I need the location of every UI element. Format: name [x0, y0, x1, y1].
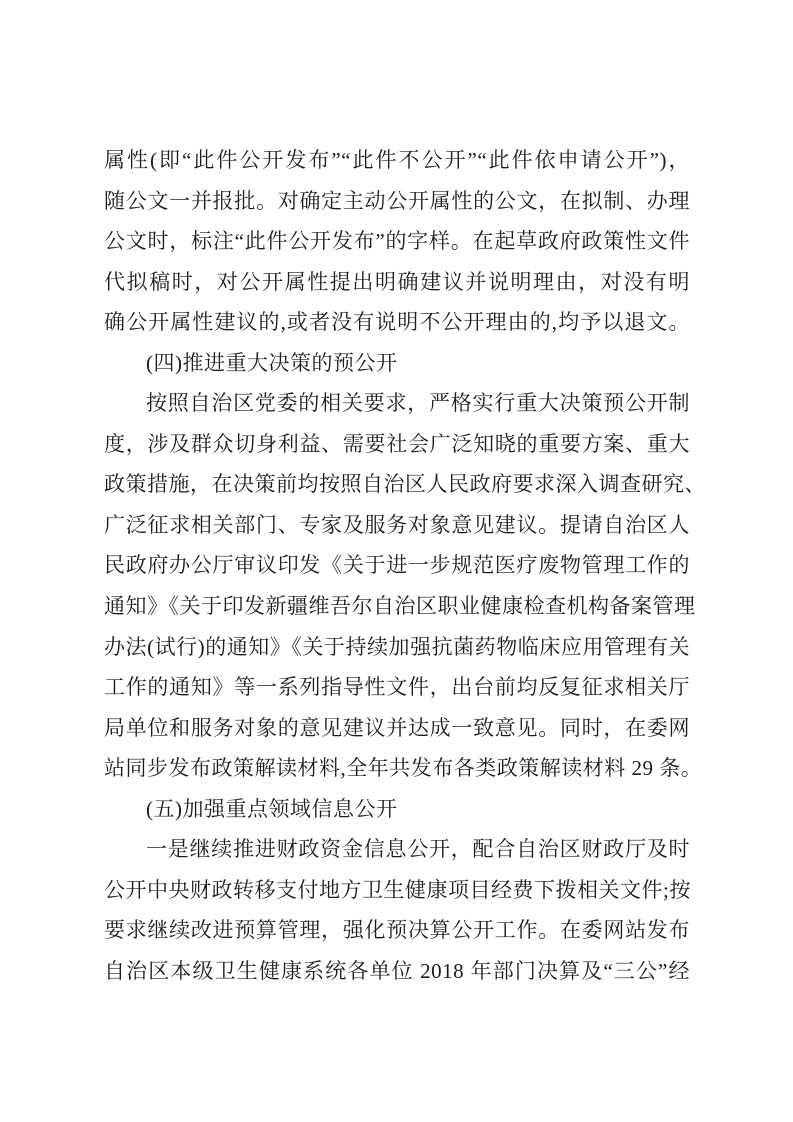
text-line: 自治区本级卫生健康系统各单位 2018 年部门决算及“三公”经: [104, 958, 690, 983]
text-line: 局单位和服务对象的意见建议并达成一致意见。同时，在委网: [104, 715, 690, 740]
text-line: 工作的通知》等一系列指导性文件，出台前均反复征求相关厅: [104, 675, 690, 700]
text-line: 要求继续改进预算管理，强化预决算公开工作。在委网站发布: [104, 918, 690, 943]
text-line: 广泛征求相关部门、专家及服务对象意见建议。提请自治区人: [104, 512, 690, 537]
section-heading: (四)推进重大决策的预公开: [146, 350, 398, 375]
text-line: 站同步发布政策解读材料,全年共发布各类政策解读材料 29 条。: [104, 756, 703, 781]
section-heading: (五)加强重点领域信息公开: [146, 796, 398, 821]
text-line: 政策措施，在决策前均按照自治区人民政府要求深入调查研究、: [104, 472, 706, 497]
text-line: 随公文一并报批。对确定主动公开属性的公文，在拟制、办理: [104, 188, 690, 213]
text-line: 度，涉及群众切身利益、需要社会广泛知晓的重要方案、重大: [104, 431, 690, 456]
text-line: 办法(试行)的通知》《关于持续加强抗菌药物临床应用管理有关: [104, 634, 690, 659]
text-line: 通知》《关于印发新疆维吾尔自治区职业健康检查机构备案管理: [104, 594, 696, 619]
text-line: 代拟稿时，对公开属性提出明确建议并说明理由，对没有明: [104, 269, 690, 294]
text-line: 民政府办公厅审议印发《关于进一步规范医疗废物管理工作的: [104, 553, 690, 578]
text-line: 一是继续推进财政资金信息公开，配合自治区财政厅及时: [146, 837, 690, 862]
text-line: 公开中央财政转移支付地方卫生健康项目经费下拨相关文件;按: [104, 877, 691, 902]
document-text-block: [104, 140, 706, 991]
text-line: 确公开属性建议的,或者没有说明不公开理由的,均予以退文。: [104, 310, 690, 335]
text-line: 按照自治区党委的相关要求，严格实行重大决策预公开制: [146, 391, 690, 416]
text-line: 公文时，标注“此件公开发布”的字样。在起草政府政策性文件: [104, 229, 690, 254]
text-line: 属性(即“此件公开发布”“此件不公开”“此件依申请公开”)，: [104, 148, 690, 172]
